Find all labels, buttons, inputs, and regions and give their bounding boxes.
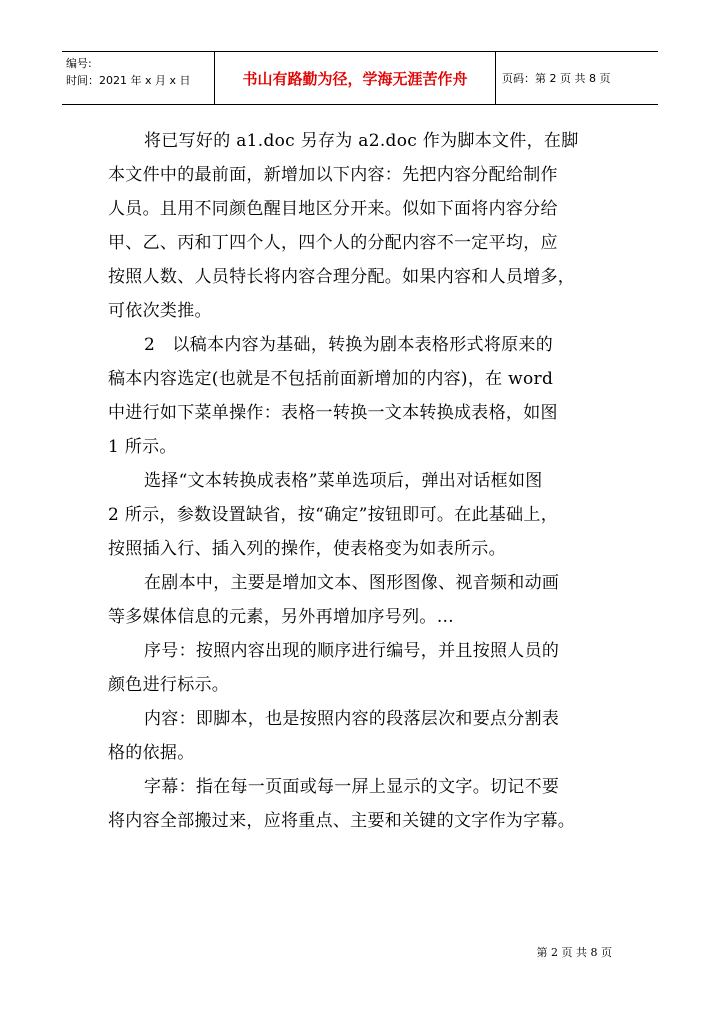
header-number-label: 编号:: [66, 57, 92, 70]
text-line: 在剧本中，主要是增加文本、图形图像、视音频和动画: [144, 573, 560, 593]
page-header: [62, 51, 658, 105]
paragraph: [108, 124, 614, 328]
document-body: [108, 124, 614, 838]
page-footer: 第 2 页 共 8 页: [536, 946, 612, 959]
text-line: 1 所示。: [108, 437, 177, 457]
text-line: 字幕：指在每一页面或每一屏上显示的文字。切记不要: [144, 777, 560, 797]
text-line: 可依次类推。: [108, 301, 212, 321]
paragraph: [108, 634, 614, 702]
text-line: 按照插入行、插入列的操作，使表格变为如表所示。: [108, 539, 506, 559]
text-line: 按照人数、人员特长将内容合理分配。如果内容和人员增多，: [108, 267, 576, 287]
text-line: 将已写好的 a1.doc 另存为 a2.doc 作为脚本文件，在脚: [144, 131, 579, 151]
text-line: 稿本内容选定(也就是不包括前面新增加的内容)，在 word: [108, 369, 554, 389]
text-line: 本文件中的最前面，新增加以下内容：先把内容分配给制作: [108, 165, 558, 185]
header-page-info: 页码：第 2 页 共 8 页: [502, 72, 611, 85]
text-line: 等多媒体信息的元素，另外再增加序号列。…: [108, 607, 454, 627]
text-line: 颜色进行标示。: [108, 675, 230, 695]
header-time-label: 时间：2021 年 x 月 x 日: [66, 74, 191, 87]
text-line: 人员。且用不同颜色醒目地区分开来。似如下面将内容分给: [108, 199, 558, 219]
text-line: 序号：按照内容出现的顺序进行编号，并且按照人员的: [144, 641, 560, 661]
text-line: 内容：即脚本，也是按照内容的段落层次和要点分割表: [144, 709, 560, 729]
text-line: 甲、乙、丙和丁四个人，四个人的分配内容不一定平均，应: [108, 233, 558, 253]
text-line: 选择“文本转换成表格”菜单选项后，弹出对话框如图: [144, 471, 543, 491]
paragraph: [108, 770, 614, 838]
text-line: 中进行如下菜单操作：表格一转换一文本转换成表格，如图: [108, 403, 558, 423]
header-meta: [62, 52, 214, 104]
text-line: 2 所示，参数设置缺省，按“确定”按钮即可。在此基础上，: [108, 505, 559, 525]
header-motto: 书山有路勤为径，学海无涯苦作舟: [214, 52, 496, 104]
paragraph: [108, 328, 614, 464]
paragraph: [108, 464, 614, 566]
paragraph: [108, 566, 614, 634]
text-line: 将内容全部搬过来，应将重点、主要和关键的文字作为字幕。: [108, 811, 576, 831]
paragraph: [108, 702, 614, 770]
text-line: 2 以稿本内容为基础，转换为剧本表格形式将原来的: [144, 335, 554, 355]
text-line: 格的依据。: [108, 743, 195, 763]
